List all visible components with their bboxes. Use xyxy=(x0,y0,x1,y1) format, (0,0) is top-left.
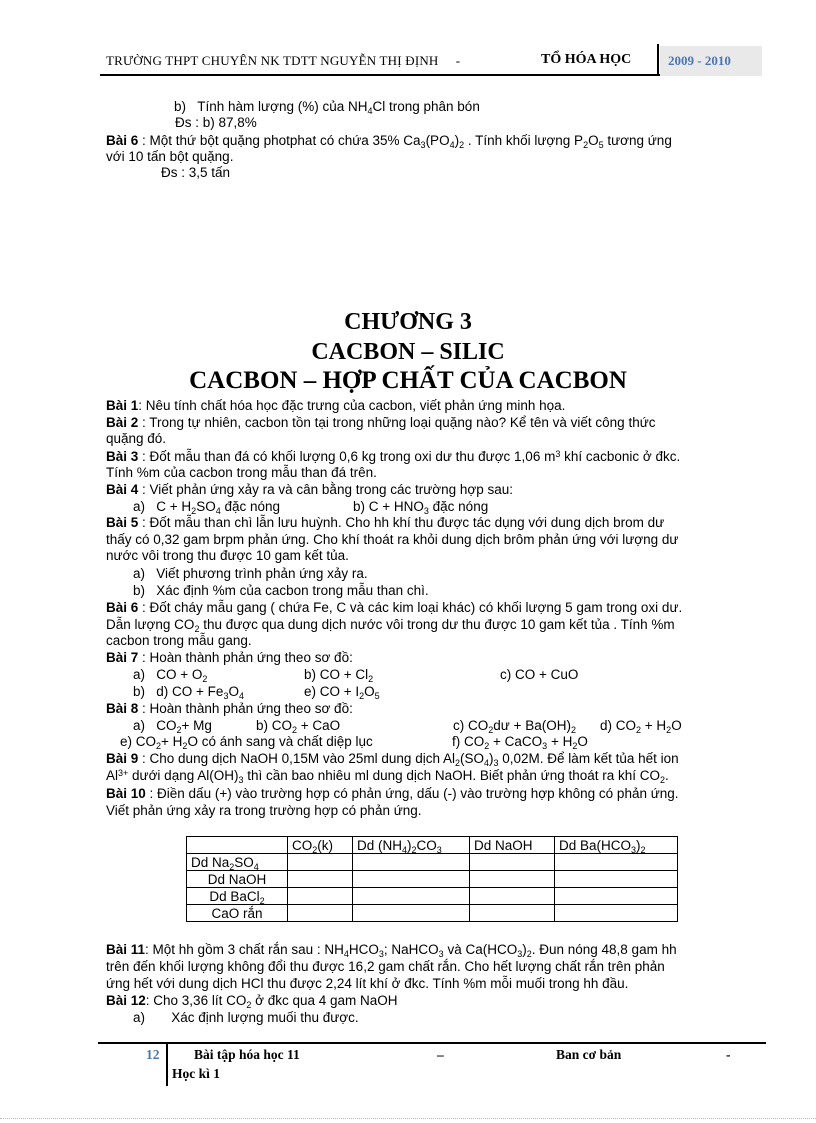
page-edge xyxy=(0,1118,816,1119)
table-row-label: Dd NaOH xyxy=(187,871,288,888)
bai-12: Bài 12: Cho 3,36 lít $CO_2$ ở đkc qua 4 gam NaOH xyxy=(106,993,398,1010)
header-school: TRƯỜNG THPT CHUYÊN NK TDTT NGUYỄN THỊ ĐỊNH - xyxy=(106,53,461,68)
footer-rule xyxy=(98,1042,766,1044)
prev-bai-6-line2: với 10 tấn bột quặng. xyxy=(106,149,234,164)
bai-4: Bài 4 : Viết phản ứng xảy ra và cân bằng trong các trường hợp sau: xyxy=(106,482,514,497)
footer-dash-2: - xyxy=(726,1047,731,1062)
table-header-bahco3: Dd $Ba(HCO_3)_2$ xyxy=(555,837,678,854)
bai-11-line2: trên đến khối lượng không đổi thu được 16,2 gam chất rắn. Cho hết lượng chất rắn trên phản xyxy=(106,959,665,974)
table-header-row xyxy=(187,837,678,854)
bai-7-c: c) CO + CuO xyxy=(500,667,579,682)
bai-3: Bài 3 : Đốt mẫu than đá có khối lượng 0,6 kg trong oxi dư thu được 1,06 $m^3$ khí cacbonic ở đkc. xyxy=(106,449,681,464)
bai-8-a: a) $CO_2+ Mg$ xyxy=(133,718,212,735)
bai-4-b: b) $C + HNO_3$ đặc nóng xyxy=(353,499,489,516)
answer-1: Đs : b) 87,8% xyxy=(175,115,257,130)
table-header-naoh: Dd NaOH xyxy=(470,837,555,854)
bai-7-e: e) CO + $I_2O_5$ xyxy=(304,684,380,701)
table-cell xyxy=(353,905,470,922)
bai-6-line3: cacbon trong mẫu gang. xyxy=(106,633,252,648)
bai-7-a: a) CO + $O_2$ xyxy=(133,667,208,684)
header-rule xyxy=(100,74,660,76)
table-cell xyxy=(470,854,555,871)
bai-10: Bài 10 : Điền dấu (+) vào trường hợp có phản ứng, dấu (-) vào trường hợp không có phản ứng. xyxy=(106,786,679,801)
table-row xyxy=(187,871,678,888)
chapter-title: CHƯƠNG 3 xyxy=(344,309,472,335)
header-divider xyxy=(657,44,659,76)
bai-1: Bài 1: Nêu tính chất hóa học đặc trưng của cacbon, viết phản ứng minh họa. xyxy=(106,398,566,413)
table-cell xyxy=(288,854,353,871)
page-number: 12 xyxy=(146,1047,160,1062)
table-header-co2: $CO_2(k)$ xyxy=(288,837,353,854)
section-title: CACBON – HỢP CHẤT CỦA CACBON xyxy=(189,367,627,394)
answer-2: Đs : 3,5 tấn xyxy=(161,165,231,180)
table-cell xyxy=(288,871,353,888)
table-cell xyxy=(353,854,470,871)
bai-11-line3: ứng hết với dung dịch HCl thu được 2,24 lít khí ở đkc. Tính %m mỗi muối trong hh đầu. xyxy=(106,976,629,991)
bai-12-a: a) Xác định lượng muối thu được. xyxy=(133,1010,359,1025)
table-cell xyxy=(288,888,353,905)
bai-4-a: a) $C + H_2SO_4$ đặc nóng xyxy=(133,499,281,516)
table-cell xyxy=(288,905,353,922)
bai-2-line2: quặng đó. xyxy=(106,431,167,446)
chapter-subtitle: CACBON – SILIC xyxy=(311,339,505,365)
table-row xyxy=(187,905,678,922)
bai-11: Bài 11: Một hh gồm 3 chất rắn sau : $NH_4HCO_3$; NaHCO$_3$ và $Ca(HCO_3)_2$. Đun nóng 48,8 gam hh xyxy=(106,942,677,959)
table-cell xyxy=(555,871,678,888)
table-row xyxy=(187,854,678,871)
table-header-nh4co3: Dd $(NH_4)_2CO_3$ xyxy=(353,837,470,854)
header-year: 2009 - 2010 xyxy=(668,53,731,68)
bai-8: Bài 8 : Hoàn thành phản ứng theo sơ đồ: xyxy=(106,701,353,716)
header-dash: - xyxy=(455,53,461,68)
reaction-table xyxy=(186,836,678,922)
table-row-label: Dd BaCl$_2$ xyxy=(187,888,288,905)
prev-bai-6: Bài 6 : Một thứ bột quặng photphat có chứa 35% $Ca_3(PO_4)_2$ . Tính khối lượng $P_2O_5$ tương ứng xyxy=(106,133,672,150)
bai-5-line3: nước vôi trong thu được 10 gam kết tủa. xyxy=(106,548,349,563)
footer-book: Bài tập hóa học 11 xyxy=(194,1047,300,1062)
bai-9: Bài 9 : Cho dung dịch NaOH 0,15M vào 25ml dung dịch $Al_2(SO_4)_3$ 0,02M. Để làm kết tủa hết ion xyxy=(106,751,679,768)
bai-6-line2: Dẫn lượng $CO_2$ thu được qua dung dịch nước vôi trong dư thu được 10 gam kết tủa . Tính %m xyxy=(106,617,675,634)
bai-5-b: b) Xác định %m của cacbon trong mẫu than chì. xyxy=(133,583,429,598)
prev-item-b: b) Tính hàm lượng (%) của $NH_4Cl$ trong phân bón xyxy=(174,99,480,116)
bai-7-d: b) d) CO + $Fe_3O_4$ xyxy=(133,684,244,701)
bai-2: Bài 2 : Trong tự nhiên, cacbon tồn tại trong những loại quặng nào? Kể tên và viết công thức xyxy=(106,415,656,430)
bai-7-b: b) CO + $Cl_2$ xyxy=(304,667,374,684)
footer-program: Ban cơ bản xyxy=(556,1047,622,1062)
table-row-label: CaO rắn xyxy=(187,905,288,922)
bai-8-d: d) $CO_2 + H_2O$ xyxy=(600,718,682,735)
table-cell xyxy=(470,888,555,905)
bai-5: Bài 5 : Đốt mẫu than chì lẫn lưu huỳnh. Cho hh khí thu được tác dụng với dung dịch brom dư xyxy=(106,515,665,530)
table-cell xyxy=(555,905,678,922)
bai-3-line2: Tính %m của cacbon trong mẫu than đá trên. xyxy=(106,465,377,480)
table-cell xyxy=(470,871,555,888)
bai-5-line2: thấy có 0,32 gam brpm phản ứng. Cho khí thoát ra khỏi dung dịch brôm phản ứng với lượng dư xyxy=(106,532,679,547)
table-cell xyxy=(353,888,470,905)
bai-6: Bài 6 : Đốt cháy mẫu gang ( chứa Fe, C và các kim loại khác) có khối lượng 5 gam trong oxi dư. xyxy=(106,600,683,615)
table-row xyxy=(187,888,678,905)
table-cell xyxy=(555,888,678,905)
table-cell xyxy=(555,854,678,871)
footer-term: Học kì 1 xyxy=(172,1066,221,1081)
table-cell xyxy=(353,871,470,888)
bai-8-b: b) $CO_2$ + CaO xyxy=(256,718,341,735)
table-cell xyxy=(470,905,555,922)
bai-7: Bài 7 : Hoàn thành phản ứng theo sơ đồ: xyxy=(106,650,353,665)
header-department: TỔ HÓA HỌC xyxy=(541,52,632,67)
bai-8-f: f) $CO_2$ + CaCO$_3$ + $H_2O$ xyxy=(452,734,588,751)
bai-8-c: c) $CO_2dư + Ba(OH)_2$ xyxy=(453,718,576,735)
footer-divider xyxy=(166,1044,168,1086)
table-row-label: Dd $Na_2SO_4$ xyxy=(187,854,288,871)
bai-5-a: a) Viết phương trình phản ứng xảy ra. xyxy=(133,566,368,581)
bai-10-line2: Viết phản ứng xảy ra trong trường hợp có phản ứng. xyxy=(106,803,422,818)
bai-8-e: e) $CO_2+ H_2O$ có ánh sang và chất diệp lục xyxy=(120,734,373,751)
footer-dash-1: – xyxy=(437,1047,444,1062)
table-corner-cell xyxy=(187,837,288,854)
header-year-box xyxy=(660,46,762,76)
bai-9-line2: $Al^{3+}$ dưới dạng $Al(OH)_3$ thì cần bao nhiêu ml dung dịch NaOH. Biết phản ứng thoát ra khí $CO_2$. xyxy=(106,768,669,785)
